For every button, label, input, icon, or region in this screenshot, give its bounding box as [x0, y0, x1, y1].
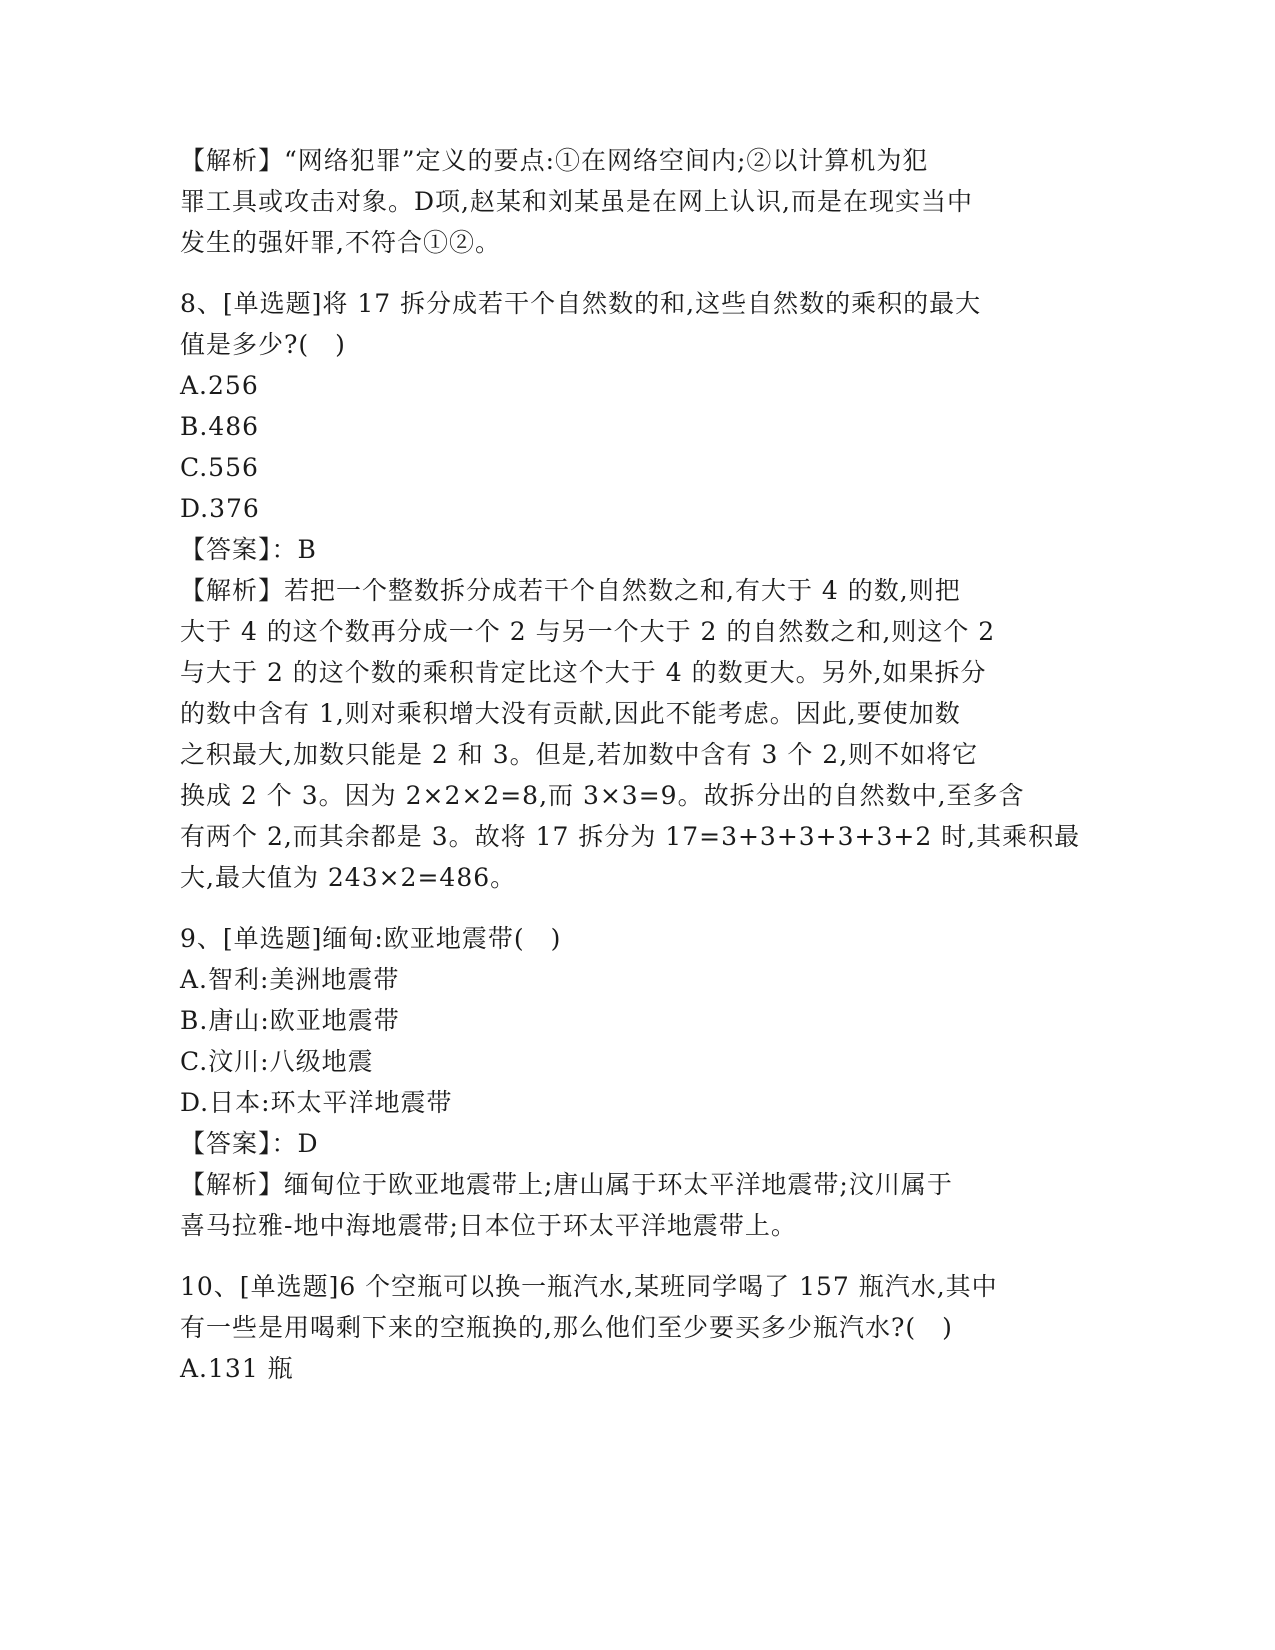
q9-answer-line: 【答案】：D	[180, 1129, 319, 1158]
q8-analysis-line: 有两个 2,而其余都是 3。故将 17 拆分为 17=3+3+3+3+3+2 时,其乘积最	[180, 822, 1081, 851]
q9-option-a: A.智利:美洲地震带	[180, 965, 400, 994]
q8-option-c: C.556	[180, 453, 259, 482]
q9-analysis	[180, 1164, 1060, 1246]
q8-option-b: B.486	[180, 412, 260, 441]
q9-answer	[180, 1123, 1060, 1164]
q8-analysis-line: 与大于 2 的这个数的乘积肯定比这个大于 4 的数更大。另外,如果拆分	[180, 658, 987, 687]
q9-option-c: C.汶川:八级地震	[180, 1047, 374, 1076]
q10-question-line: 10、[单选题]6 个空瓶可以换一瓶汽水,某班同学喝了 157 瓶汽水,其中	[180, 1272, 998, 1301]
q10-options	[180, 1348, 1060, 1389]
q10-option-a: A.131 瓶	[180, 1354, 294, 1383]
q8-answer	[180, 529, 1060, 570]
q8-analysis-line: 大于 4 的这个数再分成一个 2 与另一个大于 2 的自然数之和,则这个 2	[180, 617, 996, 646]
q8-analysis-line: 【解析】若把一个整数拆分成若干个自然数之和,有大于 4 的数,则把	[180, 576, 961, 605]
document-page	[180, 140, 1081, 1389]
q7-analysis-line: 【解析】“网络犯罪”定义的要点:①在网络空间内;②以计算机为犯	[180, 146, 929, 175]
q8-analysis-line: 换成 2 个 3。因为 2×2×2=8,而 3×3=9。故拆分出的自然数中,至多含	[180, 781, 1025, 810]
q9-question	[180, 918, 1060, 959]
q8-option-d: D.376	[180, 494, 260, 523]
q9-option-b: B.唐山:欧亚地震带	[180, 1006, 400, 1035]
q8-analysis-line: 的数中含有 1,则对乘积增大没有贡献,因此不能考虑。因此,要使加数	[180, 699, 961, 728]
q8-analysis	[180, 570, 1081, 898]
q8-question-line: 8、[单选题]将 17 拆分成若干个自然数的和,这些自然数的乘积的最大	[180, 289, 982, 318]
q8-analysis-line: 之积最大,加数只能是 2 和 3。但是,若加数中含有 3 个 2,则不如将它	[180, 740, 979, 769]
q7-analysis	[180, 140, 1060, 263]
q9-analysis-line: 【解析】缅甸位于欧亚地震带上;唐山属于环太平洋地震带;汶川属于	[180, 1170, 953, 1199]
q9-analysis-line: 喜马拉雅-地中海地震带;日本位于环太平洋地震带上。	[180, 1211, 797, 1240]
q8-question-line: 值是多少?( )	[180, 330, 346, 359]
q8-option-a: A.256	[180, 371, 259, 400]
q10-question-line: 有一些是用喝剩下来的空瓶换的,那么他们至少要买多少瓶汽水?( )	[180, 1313, 953, 1342]
q9-option-d: D.日本:环太平洋地震带	[180, 1088, 453, 1117]
q8-answer-line: 【答案】：B	[180, 535, 317, 564]
q7-analysis-line: 罪工具或攻击对象。D项,赵某和刘某虽是在网上认识,而是在现实当中	[180, 187, 973, 216]
q9-question-line: 9、[单选题]缅甸:欧亚地震带( )	[180, 924, 562, 953]
q10-question	[180, 1266, 1060, 1348]
q8-analysis-line: 大,最大值为 243×2=486。	[180, 863, 517, 892]
q8-options	[180, 365, 1060, 529]
q9-options	[180, 959, 1060, 1123]
q7-analysis-line: 发生的强奸罪,不符合①②。	[180, 228, 501, 257]
q8-question	[180, 283, 1060, 365]
